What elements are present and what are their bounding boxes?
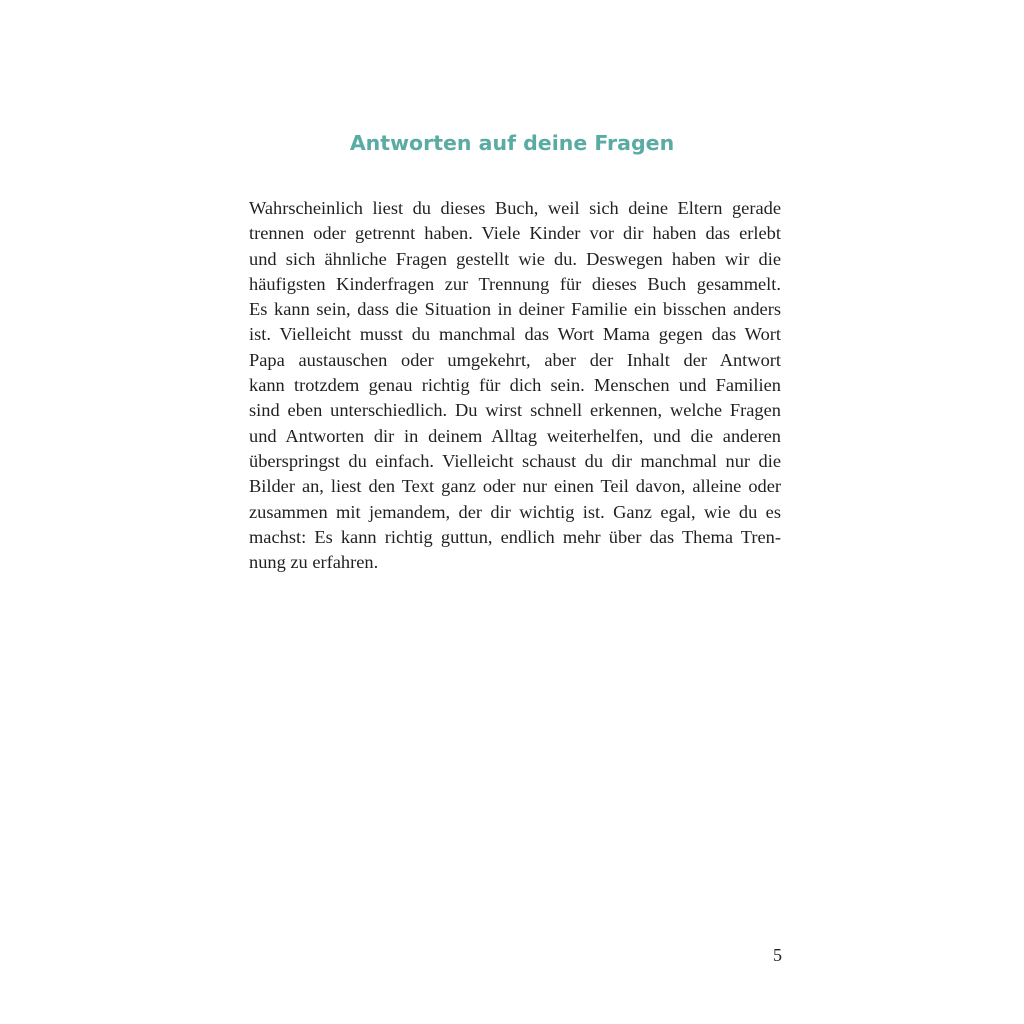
paragraph-line: Es kann sein, dass die Situation in deiner Familie ein bisschen anders bbox=[249, 299, 781, 320]
paragraph-line: Wahrscheinlich liest du dieses Buch, weil sich deine Eltern gerade bbox=[249, 198, 781, 218]
paragraph-line: zusammen mit jemandem, der dir wichtig ist. Ganz egal, wie du es bbox=[249, 501, 781, 522]
paragraph-line: kann trotzdem genau richtig für dich sein. Menschen und Familien bbox=[249, 375, 781, 396]
paragraph-line: häufigsten Kinderfragen zur Trennung für dieses Buch gesammelt. bbox=[249, 273, 781, 294]
paragraph-line: trennen oder getrennt haben. Viele Kinder vor dir haben das erlebt bbox=[249, 223, 781, 244]
paragraph-line: nung zu erfahren. bbox=[249, 552, 379, 573]
page-title: Antworten auf deine Fragen bbox=[349, 131, 675, 155]
page-number: 5 bbox=[773, 945, 782, 965]
paragraph-line: Bilder an, liest den Text ganz oder nur einen Teil davon, alleine oder bbox=[249, 476, 781, 497]
paragraph-line: und Antworten dir in deinem Alltag weiterhelfen, und die anderen bbox=[249, 425, 781, 446]
paragraph-line: ist. Vielleicht musst du manchmal das Wort Mama gegen das Wort bbox=[249, 324, 781, 345]
paragraph-line: überspringst du einfach. Vielleicht schaust du dir manchmal nur die bbox=[249, 450, 781, 471]
paragraph-line: und sich ähnliche Fragen gestellt wie du. Deswegen haben wir die bbox=[249, 248, 781, 269]
paragraph-line: Papa austauschen oder umgekehrt, aber der Inhalt der Antwort bbox=[249, 349, 781, 370]
body-paragraph bbox=[249, 196, 781, 575]
paragraph-line: machst: Es kann richtig guttun, endlich mehr über das Thema Tren- bbox=[249, 526, 781, 547]
paragraph-line: sind eben unterschiedlich. Du wirst schnell erkennen, welche Fragen bbox=[249, 400, 781, 421]
